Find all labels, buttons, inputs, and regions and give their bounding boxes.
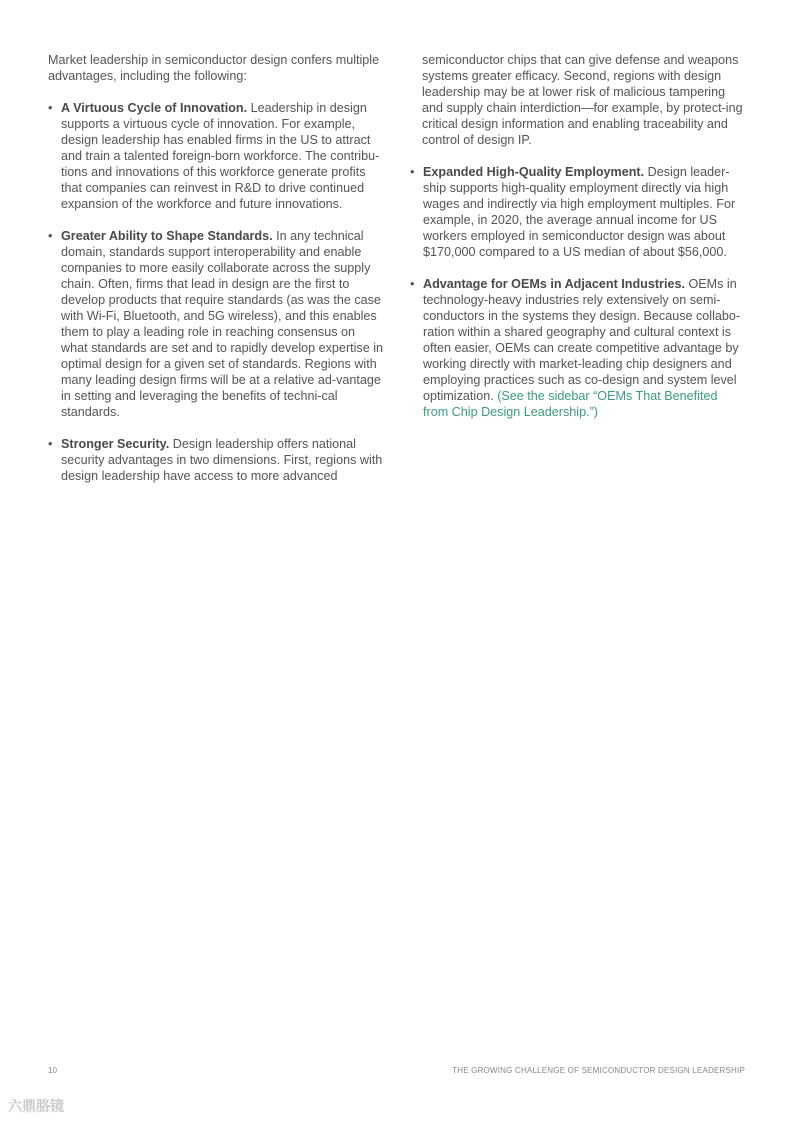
bullet-icon: • <box>48 101 53 115</box>
advantages-list-left <box>48 100 384 484</box>
list-item <box>410 276 746 420</box>
bullet-icon: • <box>410 277 415 291</box>
item-title: Stronger Security. <box>61 437 170 451</box>
item-title: Expanded High-Quality Employment. <box>423 165 645 179</box>
watermark: 六鼎胳镜 <box>8 1098 64 1114</box>
list-item <box>410 164 746 260</box>
item-title: Greater Ability to Shape Standards. <box>61 229 273 243</box>
item-text: Design leadership offers national security advantages in two dimensions. First, regions with design leadership have access to more advanced <box>61 437 383 483</box>
advantages-list-right <box>410 164 746 420</box>
item-text: In any technical domain, standards support interoperability and enable companies to more easily collaborate across the supply chain. Often, firms that lead in design are the first to develop products that require standards (as was the case with Wi-Fi, Bluetooth, and 5G wireless), and this enables them to play a leading role in reaching consensus on what standards are set and to rapidly develop expertise in optimal design for a given set of standards. Regions with many leading design firms will be at a relative ad-vantage in setting and leveraging the benefits of techni-cal standards. <box>61 229 384 419</box>
left-column <box>48 52 384 500</box>
item-text: Leadership in design supports a virtuous cycle of innovation. For example, design leadership has enabled firms in the US to attract and train a talented foreign-born workforce. The contribu-tions and innovations of this workforce generate profits that companies can reinvest in R&D to drive continued expansion of the workforce and future innovations. <box>61 101 380 211</box>
continued-paragraph: semiconductor chips that can give defense and weapons systems greater efficacy. Second, regions with design leadership may be at lower risk of malicious tampering and supply chain interdiction—for example, by protect-ing critical design information and enabling traceability and control of design IP. <box>422 53 743 147</box>
item-title: Advantage for OEMs in Adjacent Industries. <box>423 277 685 291</box>
page-number: 10 <box>48 1066 57 1075</box>
running-footer-title: THE GROWING CHALLENGE OF SEMICONDUCTOR DESIGN LEADERSHIP <box>452 1066 745 1075</box>
intro-paragraph: Market leadership in semiconductor design confers multiple advantages, including the following: <box>48 53 380 83</box>
item-text: OEMs in technology-heavy industries rely extensively on semi-conductors in the systems they design. Because collabo-ration within a shared geography and cultural context is often easier, OEMs can create competitive advantage by working directly with market-leading chip designers and employing practices such as co-design and system level optimization. <box>423 277 741 403</box>
sidebar-link[interactable]: (See the sidebar “OEMs That Benefited from Chip Design Leadership.”) <box>423 389 718 419</box>
list-item <box>48 228 384 420</box>
bullet-icon: • <box>48 437 53 451</box>
list-item <box>48 436 384 484</box>
item-title: A Virtuous Cycle of Innovation. <box>61 101 248 115</box>
item-text: Design leader-ship supports high-quality employment directly via high wages and indirectly via high employment multiples. For example, in 2020, the average annual income for US workers employed in semiconductor design was about $170,000 compared to a US median of about $56,000. <box>423 165 736 259</box>
list-item <box>48 100 384 212</box>
bullet-icon: • <box>410 165 415 179</box>
bullet-icon: • <box>48 229 53 243</box>
right-column <box>410 52 746 436</box>
